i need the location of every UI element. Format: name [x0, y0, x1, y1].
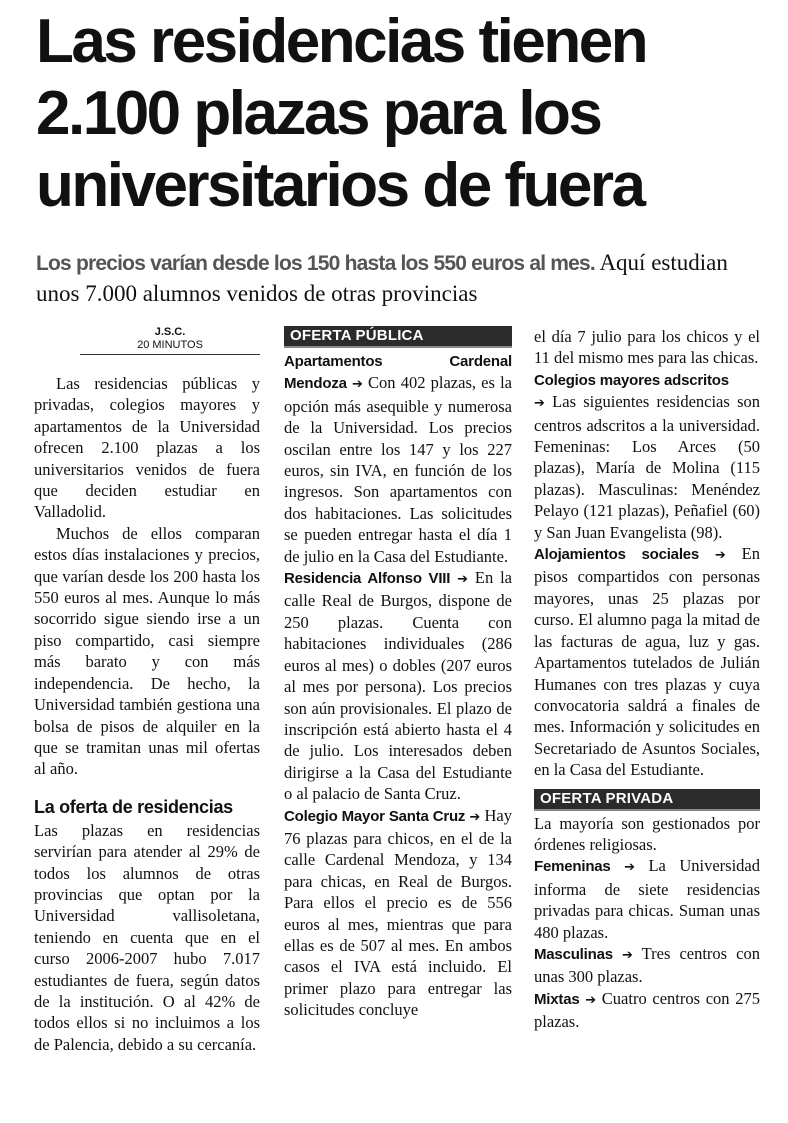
- paragraph-private-intro: La mayoría son gestionados por órdenes religiosas.: [534, 813, 760, 854]
- column-1: [34, 326, 260, 1055]
- arrow-icon: ➔: [469, 809, 481, 825]
- subheadline: [36, 248, 776, 309]
- item-mixtas: [534, 988, 760, 1033]
- item-femeninas: [534, 855, 760, 943]
- paragraph-continuation: el día 7 julio para los chicos y el 11 del mismo mes para las chicas.: [534, 327, 760, 368]
- column-3: [534, 326, 760, 1033]
- item-colegios-mayores-adscritos: [534, 369, 760, 543]
- paragraph-percentages: Las plazas en residencias servirían para atender al 29% de todos los alumnos de otras provincias que optan por la Universidad vallisoletana, teniendo en cuenta que en el curso 2006-2007 hubo 7.017 estudiantes de fuera, según datos de la institución. O al 42% de todos ellos si no incluimos a los de Palencia, debido a su cercanía.: [34, 820, 260, 1054]
- item-masculinas: [534, 943, 760, 988]
- item-keyword: Alojamientos sociales: [534, 546, 700, 564]
- item-text: En pisos compartidos con personas mayores, unas 25 plazas por curso. El alumno paga la mitad de las facturas de agua, luz y gas. Apartamentos tutelados de Julián Humanes con tres plazas y cuya convocatoria saldrá a finales de mes. Información y solicitudes en Secretariado de Asuntos Sociales, en la Casa del Estudiante.: [534, 544, 760, 780]
- item-text: Tres centros con unas 300 plazas.: [534, 943, 760, 987]
- byline: [80, 326, 260, 355]
- item-text: Hay 76 plazas para chicos, en el de la calle Cardenal Mendoza, y 134 para chicas, en Real de Burgos. Para ellos el precio es de 556 euros al mes, mientras que para ellas es de 507 al mes. En ambos casos el IVA está incluido. El primer plazo para entregar las solicitudes concluye: [284, 805, 512, 1020]
- headline-line-1: Las residencias tienen: [36, 7, 647, 76]
- byline-author: J.S.C.: [154, 326, 186, 338]
- item-keyword: Masculinas: [534, 945, 613, 963]
- arrow-icon: ➔: [534, 396, 545, 412]
- arrow-icon: ➔: [351, 377, 363, 393]
- tag-oferta-privada: OFERTA PRIVADA: [534, 789, 760, 811]
- item-keyword: Apartamentos Cardenal Mendoza: [284, 353, 512, 393]
- headline-line-3: universitarios de fuera: [36, 151, 644, 220]
- item-keyword: Femeninas: [534, 858, 611, 876]
- paragraph-prices: Muchos de ellos comparan estos días instalaciones y precios, que varían desde los 200 hasta los 550 euros al mes. Aunque lo más socorrido sigue siendo irse a un piso compartido, casi siempre más barato y con más independencia. De hecho, la Universidad también gestiona una bolsa de pisos de alquiler en la que se tramitan unas mil ofertas al año.: [34, 523, 260, 779]
- item-colegio-mayor-santa-cruz: [284, 805, 512, 1021]
- item-alojamientos-sociales: [534, 543, 760, 780]
- headline: [36, 6, 776, 222]
- item-keyword: Residencia Alfonso VIII: [284, 570, 451, 588]
- item-text: Cuatro centros con 275 plazas.: [534, 988, 761, 1032]
- item-text: Las siguientes residencias son centros adscritos a la universidad. Femeninas: Los Arces (50 plazas), María de Molina (115 plazas). Masculinas: Menéndez Pelayo (121 plazas), Peñafiel (60) y San Juan Evangelista (98).: [534, 392, 760, 542]
- item-apartamentos-cardenal-mendoza: [284, 350, 512, 567]
- arrow-icon: ➔: [621, 947, 633, 963]
- item-text: En la calle Real de Burgos, dispone de 250 plazas. Cuenta con habitaciones individuales (286 euros al mes) o dobles (207 euros al mes por persona). Los precios son aún provisionales. El plazo de inscripción está abierto hasta el 4 de julio. Los interesados deben dirigirse a la Casa del Estudiante o al palacio de Santa Cruz.: [284, 568, 512, 804]
- arrow-icon: ➔: [624, 860, 635, 876]
- item-residencia-alfonso-viii: [284, 567, 512, 804]
- section-title-oferta-residencias: La oferta de residencias: [34, 796, 233, 817]
- item-text: Con 402 plazas, es la opción más asequible y numerosa de la Universidad. Los precios oscilan entre los 147 y los 227 euros, sin IVA, en función de los ingresos. Son apartamentos con dos habitaciones. Las solicitudes se pueden entregar hasta el día 1 de julio en la Casa del Estudiante.: [284, 373, 513, 566]
- subheadline-rest: Aquí estudian unos 7.000 alumnos venidos de otras provincias: [36, 250, 728, 306]
- item-text: La Universidad informa de siete residencias privadas para chicas. Suman unas 480 plazas.: [534, 856, 760, 942]
- byline-source: 20 MINUTOS: [80, 339, 260, 355]
- arrow-icon: ➔: [457, 572, 468, 588]
- column-2: [284, 326, 512, 1021]
- arrow-icon: ➔: [585, 992, 597, 1008]
- paragraph-intro: Las residencias públicas y privadas, colegios mayores y apartamentos de la Universidad ofrecen 2.100 plazas a los universitarios venidos de fuera que deciden estudiar en Valladolid.: [34, 374, 260, 522]
- item-keyword: Mixtas: [534, 990, 580, 1008]
- headline-line-2: 2.100 plazas para los: [36, 79, 601, 148]
- item-keyword: Colegios mayores adscritos: [534, 371, 729, 389]
- tag-oferta-publica: OFERTA PÚBLICA: [284, 326, 512, 348]
- arrow-icon: ➔: [714, 548, 726, 564]
- subheadline-lead: Los precios varían desde los 150 hasta los 550 euros al mes.: [36, 252, 595, 275]
- item-keyword: Colegio Mayor Santa Cruz: [284, 807, 466, 825]
- byline-spacer: [34, 355, 260, 373]
